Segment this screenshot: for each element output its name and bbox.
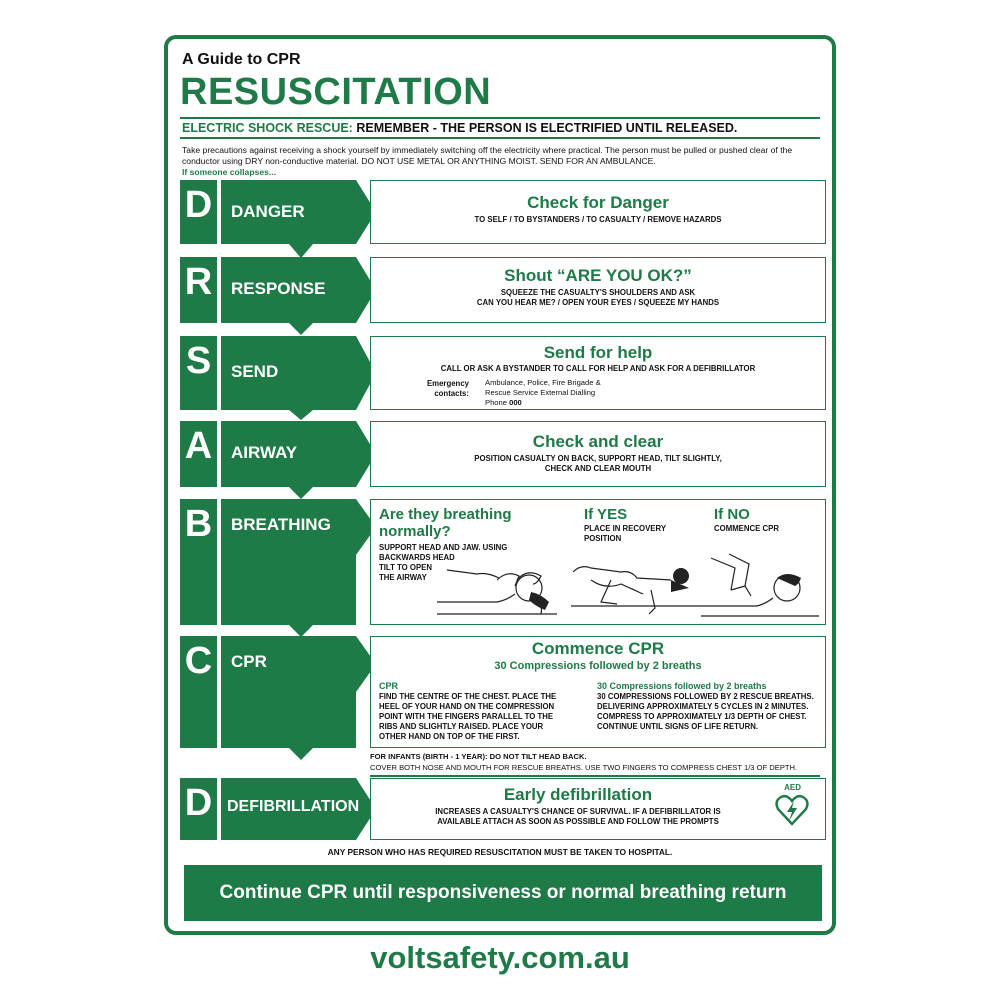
step-letter: R [180,257,217,323]
step-content [370,257,826,323]
step-airway [180,421,826,487]
step-content [370,421,826,487]
step-breathing [180,499,826,625]
cpr-right-text [597,692,814,732]
recovery-position-illustration [571,550,701,620]
step-tab [221,180,376,262]
step-response [180,257,826,323]
cpr-start-illustration [701,550,819,622]
precaution-text: Take precautions against receiving a shock yourself by immediately switching off the electricity where practical. The person must be pulled or pushed clear of the conductor using DRY non-conductive material. DO NOT USE METAL OR ANYTHING MOIST. SEND FOR AN AMBULANCE. [182,145,793,166]
step-subtext: TO SELF / TO BYSTANDERS / TO CASUALTY / REMOVE HAZARDS [474,215,722,224]
step-defibrillation [180,778,826,840]
step-label: DEFIBRILLATION [227,798,360,815]
continue-cpr-banner [184,865,822,921]
divider [370,775,820,777]
step-tab [221,257,376,337]
step-title: Commence CPR [531,639,665,658]
step-tab [221,778,376,840]
step-label: CPR [231,652,267,671]
shock-text: REMEMBER - THE PERSON IS ELECTRIFIED UNTIL RELEASED. [356,121,738,135]
step-content [370,778,826,840]
step-subtext: POSITION CASUALTY ON BACK, SUPPORT HEAD, TILT SLIGHTLY, [474,454,722,463]
step-tab [221,336,376,422]
hospital-note: ANY PERSON WHO HAS REQUIRED RESUSCITATION MUST BE TAKEN TO HOSPITAL. [327,847,673,857]
collapses-text: If someone collapses... [182,167,277,177]
step-tab [221,636,376,762]
step-title: Send for help [543,343,653,362]
phone-prefix: Phone [485,398,507,407]
instruction-line: TILT TO OPEN [379,563,432,572]
cpr-left-text [379,692,556,742]
cpr-line: FIND THE CENTRE OF THE CHEST. PLACE THE [379,692,557,701]
step-content [370,636,826,748]
infant-note-1: FOR INFANTS (BIRTH - 1 YEAR): DO NOT TILT HEAD BACK. [370,752,587,761]
shock-keyword: ELECTRIC SHOCK RESCUE: [182,121,353,135]
step-letter: C [180,636,217,748]
head-tilt-illustration [437,550,557,622]
step-letter: D [180,778,217,840]
step-subtext: SQUEEZE THE CASUALTY'S SHOULDERS AND ASK [500,288,696,297]
step-title: Early defibrillation [503,785,653,804]
phone-number: 000 [509,398,522,407]
infant-note-2: COVER BOTH NOSE AND MOUTH FOR RESCUE BREATHS. USE TWO FINGERS TO COMPRESS CHEST 1/3 OF DEPTH. [370,763,798,772]
step-content [370,499,826,625]
divider [180,137,820,139]
if-no-text: COMMENCE CPR [714,524,779,533]
phone-line [485,398,601,408]
step-subtitle: 30 Compressions followed by 2 breaths [494,660,702,672]
step-title: Check for Danger [527,193,669,212]
step-label: BREATHING [231,515,331,534]
cpr-poster [164,35,836,935]
step-danger [180,180,826,244]
step-send [180,336,826,410]
cpr-line: OTHER HAND ON TOP OF THE FIRST. [379,732,520,741]
step-tab [221,421,376,501]
contacts-label-line: Emergency [426,379,469,388]
cpr-line: 30 COMPRESSIONS FOLLOWED BY 2 RESCUE BREATHS. [597,692,814,701]
if-yes-text [584,524,666,544]
instruction-line: THE AIRWAY [379,573,427,582]
step-letter: A [180,421,217,487]
step-title: Check and clear [532,432,664,451]
shock-rescue-line [182,121,737,135]
step-title: Shout “ARE YOU OK?” [504,266,692,285]
step-letter: D [180,180,217,244]
step-subtext: CHECK AND CLEAR MOUTH [544,464,652,473]
contacts-label-line: contacts: [434,389,469,398]
step-content [370,180,826,244]
step-letter: S [180,336,217,410]
cpr-line: COMPRESS TO APPROXIMATELY 1/3 DEPTH OF CHEST. [597,712,807,721]
cpr-line: DELIVERING APPROXIMATELY 5 CYCLES IN 2 MINUTES. [597,702,809,711]
step-content [370,336,826,410]
yes-line: POSITION [584,534,622,543]
breathing-question [379,506,512,540]
step-label: AIRWAY [231,443,298,462]
if-yes-title: If YES [584,506,628,523]
contacts-line: Rescue Service External Dialling [485,388,596,397]
question-line: normally? [379,523,451,540]
step-label: SEND [231,362,279,381]
instruction-line: SUPPORT HEAD AND JAW. USING [379,543,508,552]
step-subtext: AVAILABLE ATTACH AS SOON AS POSSIBLE AND FOLLOW THE PROMPTS [437,817,719,826]
step-label: DANGER [231,202,305,221]
cpr-right-title: 30 Compressions followed by 2 breaths [597,681,767,691]
aed-label: AED [784,783,801,792]
website-link[interactable]: voltsafety.com.au [370,940,630,975]
divider [180,117,820,119]
cpr-line: RIBS AND SLIGHTLY RAISED. PLACE YOUR [379,722,544,731]
if-no-title: If NO [714,506,750,523]
yes-line: PLACE IN RECOVERY [584,524,667,533]
continue-cpr-text: Continue CPR until responsiveness or normal breathing return [219,882,787,903]
contacts-details [485,378,601,408]
instruction-line: BACKWARDS HEAD [379,553,455,562]
step-cpr [180,636,826,748]
step-subtext: CAN YOU HEAR ME? / OPEN YOUR EYES / SQUEEZE MY HANDS [476,298,720,307]
main-title: RESUSCITATION [180,71,492,113]
cpr-left-title: CPR [379,681,399,691]
cpr-line: POINT WITH THE FINGERS PARALLEL TO THE [379,712,554,721]
contacts-label [411,379,469,399]
cpr-line: CONTINUE UNTIL SIGNS OF LIFE RETURN. [597,722,758,731]
step-subtext: CALL OR ASK A BYSTANDER TO CALL FOR HELP AND ASK FOR A DEFIBRILLATOR [440,364,756,373]
guide-title: A Guide to CPR [182,51,301,68]
cpr-line: HEEL OF YOUR HAND ON THE COMPRESSION [379,702,555,711]
step-label: RESPONSE [231,279,326,298]
question-line: Are they breathing [379,506,512,523]
step-tab [221,499,376,637]
contacts-line: Ambulance, Police, Fire Brigade & [485,378,601,387]
aed-heart-icon [775,793,809,827]
step-letter: B [180,499,217,625]
step-subtext: INCREASES A CASUALTY'S CHANCE OF SURVIVAL. IF A DEFIBRILLATOR IS [435,807,721,816]
